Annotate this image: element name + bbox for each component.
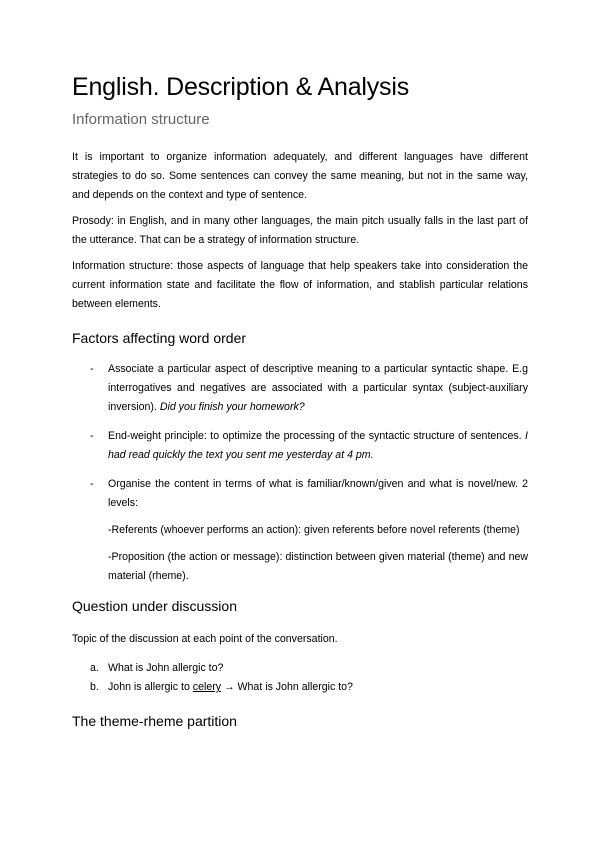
factors-list	[72, 360, 528, 586]
sub-item-proposition: -Proposition (the action or message): distinction between given material (theme) and new material (rheme).	[108, 551, 528, 582]
paragraph-information-structure: Information structure: those aspects of language that help speakers take into consideration the current information state and facilitate the flow of information, and stablish particular relations between elements.	[72, 260, 528, 310]
sub-item-referents: -Referents (whoever performs an action): given referents before novel referents (theme)	[108, 524, 520, 536]
underlined-word: celery	[192, 681, 222, 693]
list-item	[72, 427, 528, 465]
list-item-text: John is allergic to	[108, 681, 193, 693]
list-item-text: End-weight principle: to optimize the processing of the syntactic structure of sentences.	[108, 430, 526, 442]
list-item-text: Associate a particular aspect of descriptive meaning to a particular syntactic shape. E.g interrogatives and negatives are associated with a particular syntax (subject-auxiliary inversion).	[108, 363, 528, 413]
list-marker: b.	[90, 681, 99, 693]
question-intro: Topic of the discussion at each point of the conversation.	[72, 633, 338, 645]
heading-theme-rheme: The theme-rheme partition	[72, 713, 237, 729]
list-item	[72, 659, 528, 678]
list-item	[72, 678, 528, 697]
paragraph-prosody: Prosody: in English, and in many other languages, the main pitch usually falls in the last part of the utterance. That can be a strategy of information structure.	[72, 215, 528, 246]
example-sentence: I had read quickly the text you sent me yesterday at 4 pm.	[108, 430, 528, 461]
list-item	[72, 360, 528, 417]
question-list	[72, 659, 528, 697]
list-item-text: Organise the content in terms of what is familiar/known/given and what is novel/new. 2 levels:	[108, 478, 528, 509]
list-item-text: What is John allergic to?	[108, 662, 224, 674]
example-sentence: Did you finish your homework?	[159, 401, 305, 413]
list-marker: a.	[90, 662, 99, 674]
list-item	[72, 475, 528, 586]
paragraph-intro: It is important to organize information adequately, and different languages have different strategies to do so. Some sentences can convey the same meaning, but not in the same way, and depends on the context and type of sentence.	[72, 151, 528, 201]
list-item-text: → What is John allergic to?	[221, 681, 353, 693]
heading-question-under-discussion: Question under discussion	[72, 598, 237, 614]
document-title: English. Description & Analysis	[72, 73, 410, 101]
document-page	[72, 70, 528, 731]
document-subtitle: Information structure	[72, 111, 210, 128]
heading-factors-word-order: Factors affecting word order	[72, 330, 247, 346]
